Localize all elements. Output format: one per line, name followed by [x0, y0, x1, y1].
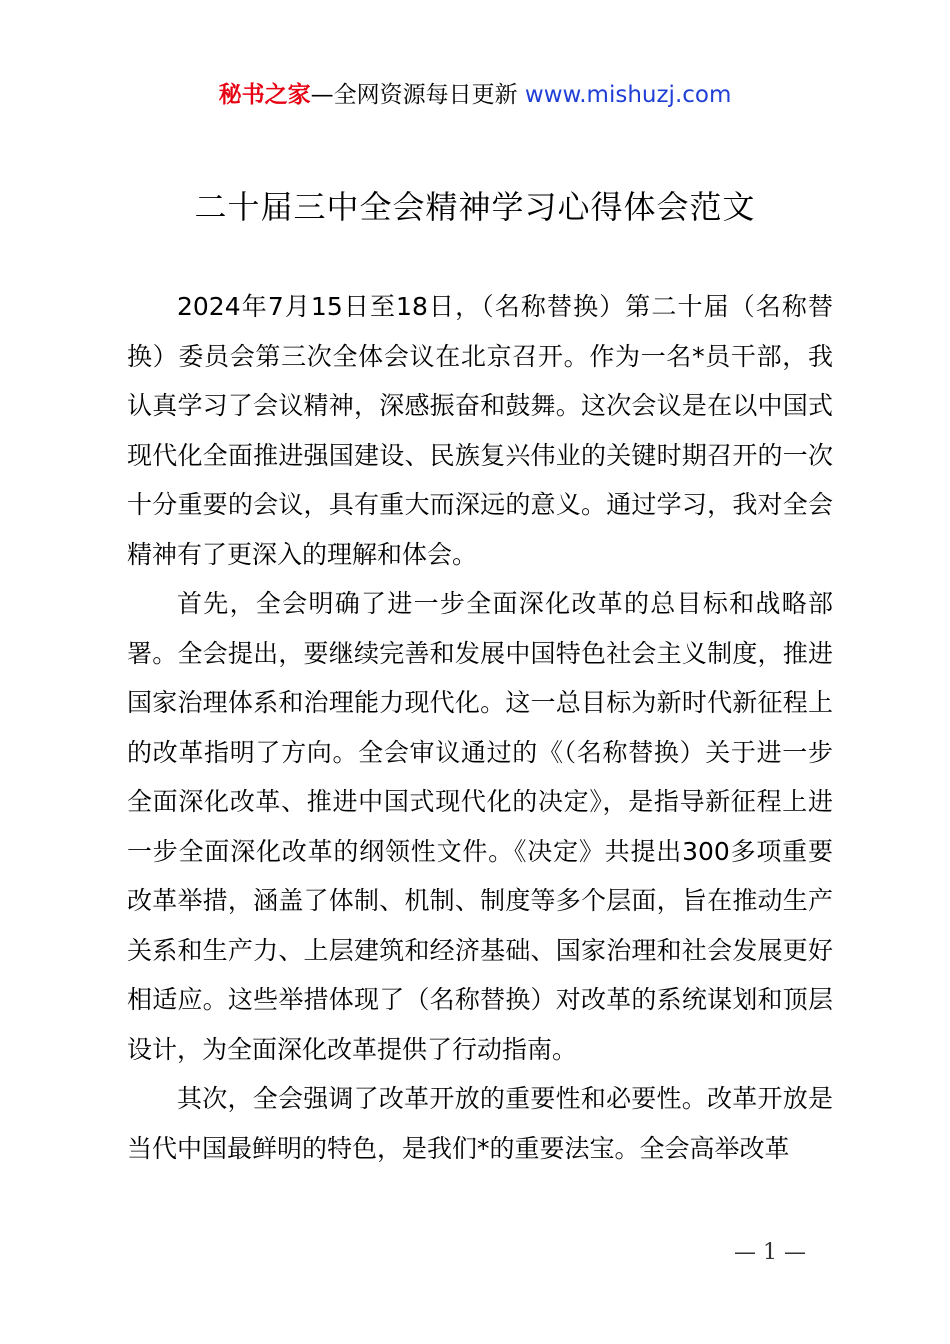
- site-url-link[interactable]: www.mishuzj.com: [524, 82, 732, 108]
- brand-name: 秘书之家: [218, 82, 311, 108]
- header-tagline: —全网资源每日更新: [310, 82, 518, 108]
- document-title: 二十届三中全会精神学习心得体会范文: [194, 188, 756, 226]
- site-header: [0, 78, 950, 112]
- document-body: [127, 282, 833, 1173]
- paragraph-2: 首先，全会明确了进一步全面深化改革的总目标和战略部署。全会提出，要继续完善和发展中国特色社会主义制度，推进国家治理体系和治理能力现代化。这一总目标为新时代新征程上的改革指明了方向。全会审议通过的《（名称替换）关于进一步全面深化改革、推进中国式现代化的决定》，是指导新征程上进一步全面深化改革的纲领性文件。《决定》共提出300多项重要改革举措，涵盖了体制、机制、制度等多个层面，旨在推动生产关系和生产力、上层建筑和经济基础、国家治理和社会发展更好相适应。这些举措体现了（名称替换）对改革的系统谋划和顶层设计，为全面深化改革提供了行动指南。: [127, 589, 833, 1064]
- paragraph-3: 其次，全会强调了改革开放的重要性和必要性。改革开放是当代中国最鲜明的特色，是我们*的重要法宝。全会高举改革: [127, 1084, 833, 1163]
- page-number: — 1 —: [734, 1240, 806, 1265]
- paragraph-1: 2024年7月15日至18日，（名称替换）第二十届（名称替换）委员会第三次全体会议在北京召开。作为一名*员干部，我认真学习了会议精神，深感振奋和鼓舞。这次会议是在以中国式现代化全面推进强国建设、民族复兴伟业的关键时期召开的一次十分重要的会议，具有重大而深远的意义。通过学习，我对全会精神有了更深入的理解和体会。: [127, 292, 833, 569]
